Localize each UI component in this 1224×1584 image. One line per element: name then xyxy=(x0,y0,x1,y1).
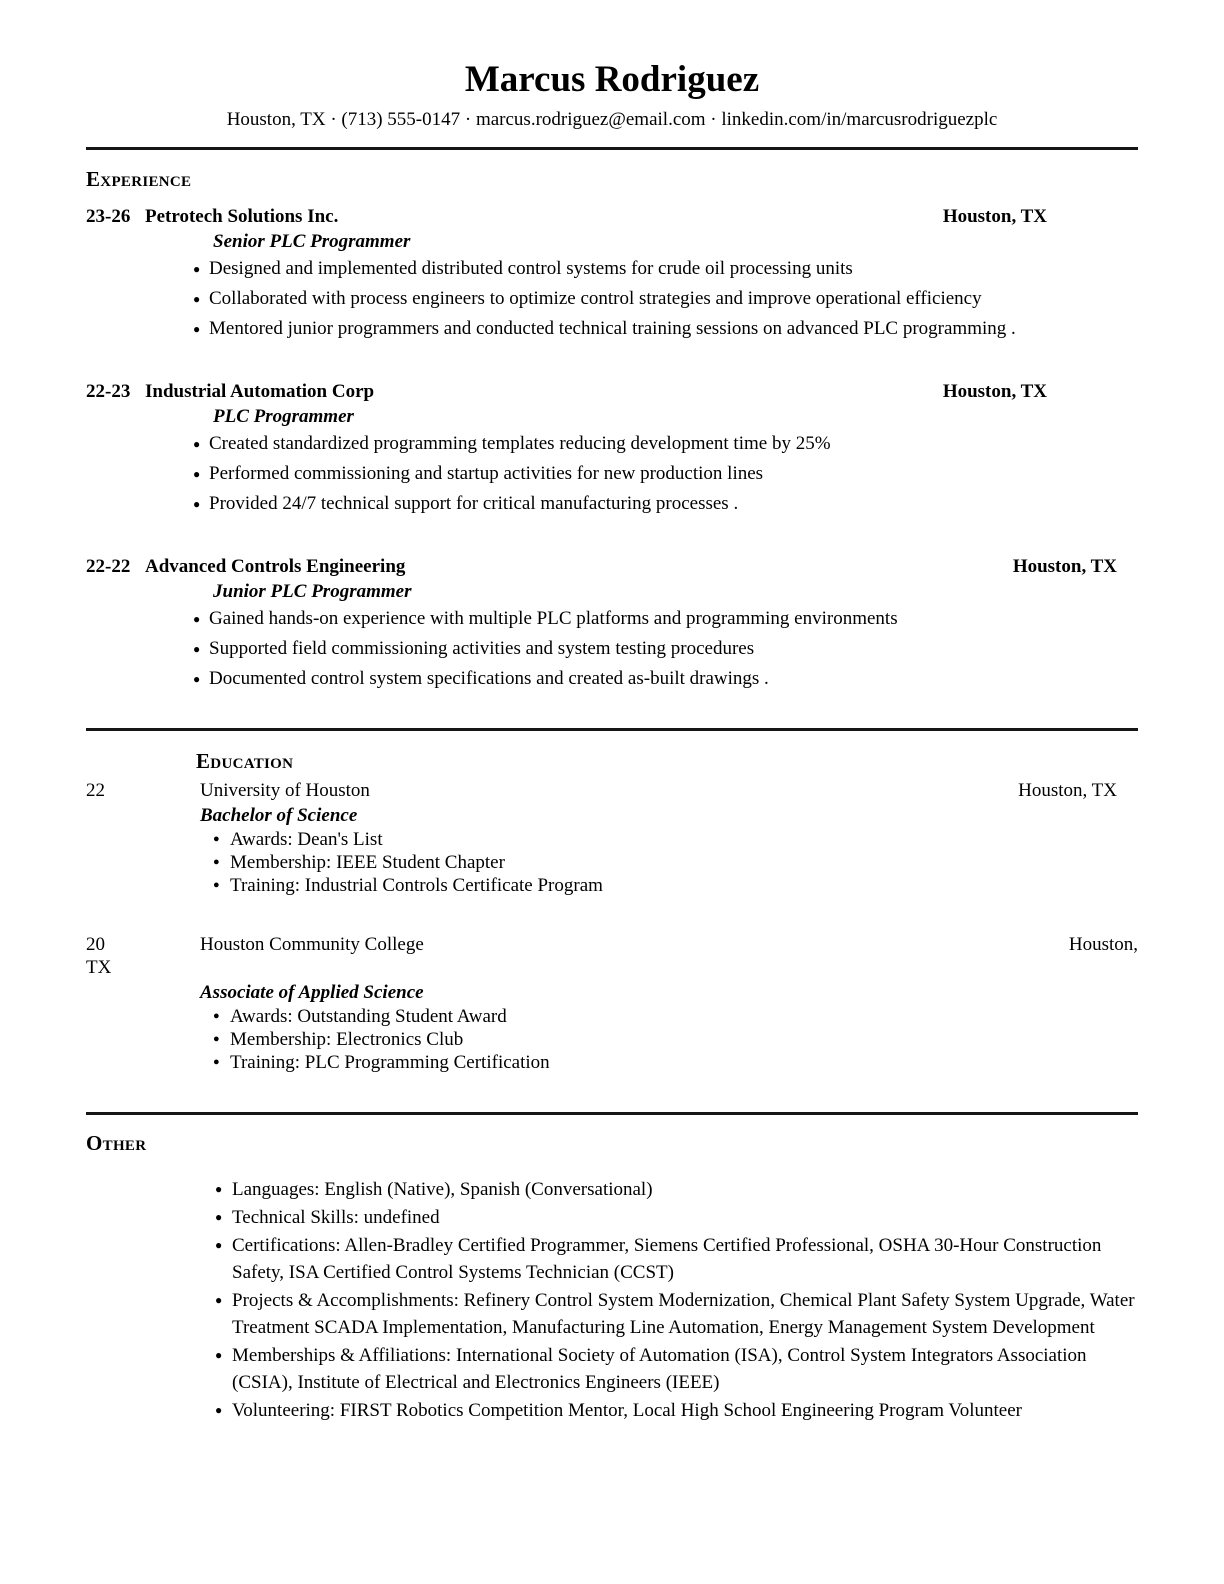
bullet-item xyxy=(213,1005,1138,1028)
bullet-item xyxy=(193,433,1138,455)
bullet-icon: ● xyxy=(215,1182,223,1197)
education-entry xyxy=(86,779,1138,897)
entry-degree: Bachelor of Science xyxy=(200,805,358,827)
bullet-text: Languages: English (Native), Spanish (Conversational) xyxy=(232,1179,653,1201)
entry-dates: 20 xyxy=(86,934,105,956)
entry-location: Houston, xyxy=(1068,934,1138,956)
bullet-icon: ● xyxy=(215,1210,223,1225)
bullet-icon: ● xyxy=(193,672,201,687)
entry-location-overflow: TX xyxy=(86,957,112,979)
bullet-text: Membership: Electronics Club xyxy=(230,1029,464,1051)
bullet-item xyxy=(193,668,1138,690)
entry-job-title: Senior PLC Programmer xyxy=(213,231,411,253)
bullet-icon: ● xyxy=(213,1056,220,1069)
bullet-text: Training: PLC Programming Certification xyxy=(230,1052,550,1074)
bullet-text: Mentored junior programmers and conducted technical training sessions on advanced PLC programming . xyxy=(209,318,1016,340)
bullet-text: Performed commissioning and startup activities for new production lines xyxy=(209,463,764,485)
bullet-text: Membership: IEEE Student Chapter xyxy=(230,852,505,874)
entry-header xyxy=(86,779,1138,802)
bullet-text: Projects & Accomplishments: Refinery Control System Modernization, Chemical Plant Safety System Upgrade, Water Treatment SCADA Implementation, Manufacturing Line Automation, Energy Management System Development xyxy=(232,1290,1135,1339)
bullet-text: Training: Industrial Controls Certificate Program xyxy=(230,875,603,897)
education-entry xyxy=(86,933,1138,1074)
bullet-text: Memberships & Affiliations: International Society of Automation (ISA), Control System Integrators Association (CSIA), Institute of Electrical and Electronics Engineers (IEEE) xyxy=(232,1345,1087,1394)
bullet-item xyxy=(215,1176,1138,1203)
bullet-item xyxy=(213,1051,1138,1074)
entry-company: Industrial Automation Corp xyxy=(145,381,375,403)
bullet-item xyxy=(193,318,1138,340)
experience-entry xyxy=(86,556,1138,690)
bullet-item xyxy=(215,1204,1138,1231)
entry-company: Advanced Controls Engineering xyxy=(145,556,406,578)
bullet-text: Created standardized programming templates reducing development time by 25% xyxy=(209,433,831,455)
contact-line: Houston, TX · (713) 555-0147 · marcus.rodriguez@email.com · linkedin.com/in/marcusrodriguezplc xyxy=(226,109,998,131)
header-divider xyxy=(86,147,1138,150)
education-heading: Education xyxy=(196,749,294,774)
bullet-list xyxy=(193,433,1138,515)
bullet-icon: ● xyxy=(213,879,220,892)
bullet-list xyxy=(193,608,1138,690)
bullet-item xyxy=(193,288,1138,310)
section-education xyxy=(86,749,1138,1074)
bullet-icon: ● xyxy=(213,1010,220,1023)
entry-location: Houston, TX xyxy=(942,206,1047,228)
bullet-icon: ● xyxy=(215,1293,223,1308)
experience-entry xyxy=(86,206,1138,340)
bullet-item xyxy=(215,1397,1138,1424)
experience-heading: Experience xyxy=(86,167,192,192)
bullet-icon: ● xyxy=(193,292,201,307)
bullet-text: Provided 24/7 technical support for critical manufacturing processes . xyxy=(209,493,739,515)
bullet-item xyxy=(213,1028,1138,1051)
bullet-icon: ● xyxy=(193,497,201,512)
bullet-text: Supported field commissioning activities and system testing procedures xyxy=(209,638,755,660)
bullet-item xyxy=(213,828,1138,851)
entry-header xyxy=(86,933,1138,956)
bullet-icon: ● xyxy=(213,856,220,869)
experience-entry xyxy=(86,381,1138,515)
bullet-icon: ● xyxy=(215,1403,223,1418)
bullet-icon: ● xyxy=(193,612,201,627)
entry-job-title: PLC Programmer xyxy=(213,406,354,428)
bullet-text: Gained hands-on experience with multiple PLC platforms and programming environments xyxy=(209,608,898,630)
bullet-text: Technical Skills: undefined xyxy=(232,1207,440,1229)
section-divider xyxy=(86,728,1138,731)
entry-company: Petrotech Solutions Inc. xyxy=(145,206,339,228)
bullet-list xyxy=(213,828,1138,897)
bullet-text: Volunteering: FIRST Robotics Competition Mentor, Local High School Engineering Program Volunteer xyxy=(232,1400,1022,1422)
entry-job-title: Junior PLC Programmer xyxy=(213,581,412,603)
bullet-text: Designed and implemented distributed control systems for crude oil processing units xyxy=(209,258,853,280)
bullet-icon: ● xyxy=(193,322,201,337)
bullet-icon: ● xyxy=(215,1238,223,1253)
bullet-text: Awards: Outstanding Student Award xyxy=(230,1006,507,1028)
other-heading: Other xyxy=(86,1131,147,1156)
entry-location: Houston, TX xyxy=(1012,556,1117,578)
bullet-text: Certifications: Allen-Bradley Certified Programmer, Siemens Certified Professional, OSHA 30-Hour Construction Safety, ISA Certified Control Systems Technician (CCST) xyxy=(232,1235,1102,1284)
entry-degree: Associate of Applied Science xyxy=(200,982,424,1004)
bullet-list xyxy=(213,1005,1138,1074)
bullet-list xyxy=(215,1176,1138,1424)
entry-location: Houston, TX xyxy=(942,381,1047,403)
entry-location: Houston, TX xyxy=(1018,780,1117,802)
section-other xyxy=(86,1131,1138,1424)
bullet-list xyxy=(193,258,1138,340)
bullet-icon: ● xyxy=(193,437,201,452)
bullet-item xyxy=(193,493,1138,515)
entry-dates: 22 xyxy=(86,780,105,802)
bullet-icon: ● xyxy=(193,642,201,657)
bullet-icon: ● xyxy=(193,467,201,482)
entry-header xyxy=(86,381,1138,403)
bullet-text: Awards: Dean's List xyxy=(230,829,383,851)
entry-dates: 22-23 xyxy=(86,381,131,403)
bullet-item xyxy=(193,608,1138,630)
entry-dates: 22-22 xyxy=(86,556,131,578)
person-name: Marcus Rodriguez xyxy=(464,59,760,100)
bullet-item xyxy=(213,851,1138,874)
bullet-item xyxy=(215,1287,1138,1341)
bullet-text: Documented control system specifications and created as-built drawings . xyxy=(209,668,769,690)
entry-school: Houston Community College xyxy=(200,934,424,956)
bullet-item xyxy=(193,638,1138,660)
entry-school: University of Houston xyxy=(200,780,370,802)
section-divider xyxy=(86,1112,1138,1115)
bullet-text: Collaborated with process engineers to optimize control strategies and improve operational efficiency xyxy=(209,288,982,310)
bullet-item xyxy=(215,1342,1138,1396)
bullet-icon: ● xyxy=(193,262,201,277)
bullet-item xyxy=(215,1232,1138,1286)
entry-dates: 23-26 xyxy=(86,206,131,228)
bullet-item xyxy=(213,874,1138,897)
bullet-icon: ● xyxy=(213,1033,220,1046)
entry-header xyxy=(86,206,1138,228)
section-experience xyxy=(86,167,1138,690)
bullet-item xyxy=(193,258,1138,280)
entry-header xyxy=(86,556,1138,578)
bullet-item xyxy=(193,463,1138,485)
bullet-icon: ● xyxy=(215,1348,223,1363)
resume-header xyxy=(86,58,1138,131)
bullet-icon: ● xyxy=(213,833,220,846)
